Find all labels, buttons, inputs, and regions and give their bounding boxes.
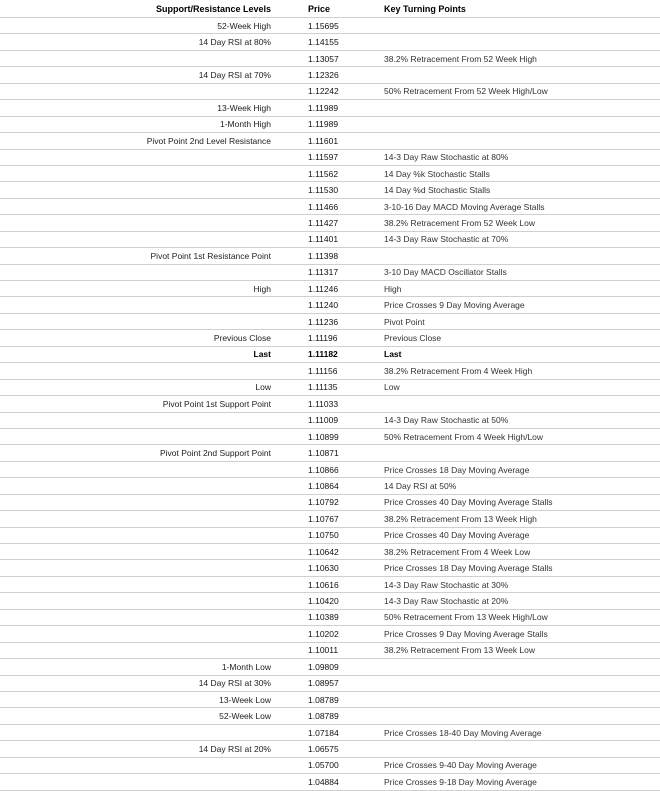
spacer-cell bbox=[346, 428, 380, 444]
table-row bbox=[0, 231, 660, 247]
spacer-cell bbox=[346, 642, 380, 658]
spacer-cell bbox=[346, 100, 380, 116]
level-cell bbox=[0, 544, 278, 560]
turning-point-cell: 14 Day RSI at 50% bbox=[380, 478, 660, 494]
table-row bbox=[0, 445, 660, 461]
turning-point-cell bbox=[380, 100, 660, 116]
table-row bbox=[0, 560, 660, 576]
turning-point-cell: Price Crosses 18 Day Moving Average Stalls bbox=[380, 560, 660, 576]
level-cell: 13-Week Low bbox=[0, 691, 278, 707]
turning-point-cell: 38.2% Retracement From 52 Week High bbox=[380, 50, 660, 66]
level-cell: High bbox=[0, 281, 278, 297]
spacer-cell bbox=[346, 116, 380, 132]
level-cell: 14 Day RSI at 70% bbox=[0, 67, 278, 83]
turning-point-cell: 14-3 Day Raw Stochastic at 70% bbox=[380, 231, 660, 247]
price-cell: 1.10864 bbox=[278, 478, 346, 494]
table-row bbox=[0, 165, 660, 181]
table-row bbox=[0, 182, 660, 198]
spacer-cell bbox=[346, 149, 380, 165]
spacer-cell bbox=[346, 396, 380, 412]
level-cell bbox=[0, 494, 278, 510]
spacer-cell bbox=[346, 560, 380, 576]
level-cell: 52-Week Low bbox=[0, 708, 278, 724]
level-cell: Pivot Point 2nd Level Resistance bbox=[0, 133, 278, 149]
spacer-cell bbox=[346, 83, 380, 99]
price-cell: 1.10792 bbox=[278, 494, 346, 510]
spacer-cell bbox=[346, 675, 380, 691]
price-cell: 1.13057 bbox=[278, 50, 346, 66]
price-cell: 1.11317 bbox=[278, 264, 346, 280]
turning-point-cell bbox=[380, 741, 660, 757]
price-cell: 1.10011 bbox=[278, 642, 346, 658]
price-cell: 1.12326 bbox=[278, 67, 346, 83]
table-row bbox=[0, 428, 660, 444]
spacer-cell bbox=[346, 609, 380, 625]
level-cell: 14 Day RSI at 80% bbox=[0, 34, 278, 50]
table-row bbox=[0, 609, 660, 625]
table-row bbox=[0, 34, 660, 50]
spacer-cell bbox=[346, 659, 380, 675]
table-row bbox=[0, 544, 660, 560]
turning-point-cell: 38.2% Retracement From 13 Week High bbox=[380, 511, 660, 527]
price-cell: 1.11401 bbox=[278, 231, 346, 247]
header-price: Price bbox=[278, 0, 346, 18]
spacer-cell bbox=[346, 34, 380, 50]
turning-point-cell: Price Crosses 9-40 Day Moving Average bbox=[380, 757, 660, 773]
level-cell bbox=[0, 83, 278, 99]
spacer-cell bbox=[346, 511, 380, 527]
spacer-cell bbox=[346, 544, 380, 560]
turning-point-cell: 14-3 Day Raw Stochastic at 30% bbox=[380, 576, 660, 592]
table-row bbox=[0, 379, 660, 395]
price-cell: 1.06575 bbox=[278, 741, 346, 757]
turning-point-cell bbox=[380, 133, 660, 149]
spacer-cell bbox=[346, 593, 380, 609]
level-cell bbox=[0, 724, 278, 740]
turning-point-cell: Pivot Point bbox=[380, 313, 660, 329]
spacer-cell bbox=[346, 346, 380, 362]
table-row bbox=[0, 264, 660, 280]
turning-point-cell bbox=[380, 116, 660, 132]
price-cell: 1.11009 bbox=[278, 412, 346, 428]
price-cell: 1.11562 bbox=[278, 165, 346, 181]
turning-point-cell bbox=[380, 248, 660, 264]
turning-point-cell: Price Crosses 9 Day Moving Average bbox=[380, 297, 660, 313]
spacer-cell bbox=[346, 461, 380, 477]
table-body bbox=[0, 18, 660, 791]
turning-point-cell: Low bbox=[380, 379, 660, 395]
table-row bbox=[0, 478, 660, 494]
level-cell: Low bbox=[0, 379, 278, 395]
price-cell: 1.10767 bbox=[278, 511, 346, 527]
spacer-cell bbox=[346, 231, 380, 247]
level-cell bbox=[0, 642, 278, 658]
level-cell bbox=[0, 461, 278, 477]
turning-point-cell: 3-10 Day MACD Oscillator Stalls bbox=[380, 264, 660, 280]
header-spacer bbox=[346, 0, 380, 18]
spacer-cell bbox=[346, 264, 380, 280]
header-levels: Support/Resistance Levels bbox=[0, 0, 278, 18]
table-row bbox=[0, 626, 660, 642]
price-cell: 1.10630 bbox=[278, 560, 346, 576]
spacer-cell bbox=[346, 445, 380, 461]
table-row bbox=[0, 461, 660, 477]
turning-point-cell bbox=[380, 34, 660, 50]
price-cell: 1.08789 bbox=[278, 708, 346, 724]
spacer-cell bbox=[346, 412, 380, 428]
level-cell bbox=[0, 593, 278, 609]
turning-point-cell: 50% Retracement From 4 Week High/Low bbox=[380, 428, 660, 444]
level-cell bbox=[0, 264, 278, 280]
turning-point-cell: 38.2% Retracement From 52 Week Low bbox=[380, 215, 660, 231]
price-cell: 1.11156 bbox=[278, 363, 346, 379]
price-cell: 1.10866 bbox=[278, 461, 346, 477]
table-header-row bbox=[0, 0, 660, 18]
table-row bbox=[0, 363, 660, 379]
price-cell: 1.10899 bbox=[278, 428, 346, 444]
price-cell: 1.11597 bbox=[278, 149, 346, 165]
turning-point-cell bbox=[380, 691, 660, 707]
turning-point-cell: 50% Retracement From 52 Week High/Low bbox=[380, 83, 660, 99]
level-cell: Previous Close bbox=[0, 330, 278, 346]
level-cell: 14 Day RSI at 30% bbox=[0, 675, 278, 691]
level-cell bbox=[0, 576, 278, 592]
price-cell: 1.04884 bbox=[278, 774, 346, 790]
level-cell: Pivot Point 1st Support Point bbox=[0, 396, 278, 412]
spacer-cell bbox=[346, 313, 380, 329]
turning-point-cell: 14 Day %d Stochastic Stalls bbox=[380, 182, 660, 198]
table-row bbox=[0, 149, 660, 165]
spacer-cell bbox=[346, 330, 380, 346]
level-cell bbox=[0, 527, 278, 543]
table-row bbox=[0, 576, 660, 592]
turning-point-cell: High bbox=[380, 281, 660, 297]
table-row bbox=[0, 18, 660, 34]
level-cell: 13-Week High bbox=[0, 100, 278, 116]
level-cell bbox=[0, 313, 278, 329]
table-row bbox=[0, 313, 660, 329]
table-row bbox=[0, 724, 660, 740]
price-cell: 1.08957 bbox=[278, 675, 346, 691]
price-cell: 1.11530 bbox=[278, 182, 346, 198]
price-cell: 1.09809 bbox=[278, 659, 346, 675]
table-row bbox=[0, 675, 660, 691]
turning-point-cell: 50% Retracement From 13 Week High/Low bbox=[380, 609, 660, 625]
turning-point-cell: Price Crosses 9-18 Day Moving Average bbox=[380, 774, 660, 790]
table-row bbox=[0, 741, 660, 757]
price-cell: 1.14155 bbox=[278, 34, 346, 50]
level-cell bbox=[0, 231, 278, 247]
spacer-cell bbox=[346, 18, 380, 34]
table-row bbox=[0, 100, 660, 116]
table-row bbox=[0, 67, 660, 83]
price-cell: 1.10616 bbox=[278, 576, 346, 592]
price-cell: 1.12242 bbox=[278, 83, 346, 99]
spacer-cell bbox=[346, 133, 380, 149]
turning-point-cell bbox=[380, 675, 660, 691]
level-cell: 1-Month High bbox=[0, 116, 278, 132]
spacer-cell bbox=[346, 50, 380, 66]
turning-point-cell bbox=[380, 445, 660, 461]
turning-point-cell bbox=[380, 67, 660, 83]
spacer-cell bbox=[346, 494, 380, 510]
price-cell: 1.11427 bbox=[278, 215, 346, 231]
price-cell: 1.10642 bbox=[278, 544, 346, 560]
table-row bbox=[0, 396, 660, 412]
level-cell bbox=[0, 560, 278, 576]
table-row bbox=[0, 330, 660, 346]
table-row bbox=[0, 346, 660, 362]
level-cell bbox=[0, 297, 278, 313]
turning-point-cell: Last bbox=[380, 346, 660, 362]
turning-point-cell: 14 Day %k Stochastic Stalls bbox=[380, 165, 660, 181]
turning-point-cell: 3-10-16 Day MACD Moving Average Stalls bbox=[380, 198, 660, 214]
level-cell bbox=[0, 757, 278, 773]
table-row bbox=[0, 133, 660, 149]
turning-point-cell: 14-3 Day Raw Stochastic at 20% bbox=[380, 593, 660, 609]
table-row bbox=[0, 116, 660, 132]
level-cell: 14 Day RSI at 20% bbox=[0, 741, 278, 757]
price-cell: 1.11466 bbox=[278, 198, 346, 214]
price-cell: 1.10750 bbox=[278, 527, 346, 543]
table-row bbox=[0, 659, 660, 675]
table-row bbox=[0, 691, 660, 707]
table-row bbox=[0, 215, 660, 231]
price-cell: 1.11135 bbox=[278, 379, 346, 395]
turning-point-cell: 38.2% Retracement From 13 Week Low bbox=[380, 642, 660, 658]
price-cell: 1.10420 bbox=[278, 593, 346, 609]
spacer-cell bbox=[346, 215, 380, 231]
price-cell: 1.11196 bbox=[278, 330, 346, 346]
level-cell: Pivot Point 2nd Support Point bbox=[0, 445, 278, 461]
spacer-cell bbox=[346, 297, 380, 313]
price-cell: 1.11182 bbox=[278, 346, 346, 362]
price-cell: 1.11033 bbox=[278, 396, 346, 412]
spacer-cell bbox=[346, 708, 380, 724]
level-cell: Last bbox=[0, 346, 278, 362]
level-cell bbox=[0, 165, 278, 181]
spacer-cell bbox=[346, 165, 380, 181]
table-row bbox=[0, 527, 660, 543]
table-row bbox=[0, 297, 660, 313]
spacer-cell bbox=[346, 576, 380, 592]
turning-point-cell: Price Crosses 40 Day Moving Average bbox=[380, 527, 660, 543]
turning-point-cell: 38.2% Retracement From 4 Week Low bbox=[380, 544, 660, 560]
table-row bbox=[0, 198, 660, 214]
table-row bbox=[0, 642, 660, 658]
price-cell: 1.10871 bbox=[278, 445, 346, 461]
turning-point-cell bbox=[380, 708, 660, 724]
price-cell: 1.11601 bbox=[278, 133, 346, 149]
turning-point-cell: Price Crosses 9 Day Moving Average Stalls bbox=[380, 626, 660, 642]
turning-point-cell: Price Crosses 40 Day Moving Average Stalls bbox=[380, 494, 660, 510]
level-cell bbox=[0, 50, 278, 66]
level-cell bbox=[0, 511, 278, 527]
spacer-cell bbox=[346, 478, 380, 494]
spacer-cell bbox=[346, 774, 380, 790]
level-cell bbox=[0, 428, 278, 444]
level-cell bbox=[0, 626, 278, 642]
level-cell bbox=[0, 198, 278, 214]
spacer-cell bbox=[346, 757, 380, 773]
price-cell: 1.11240 bbox=[278, 297, 346, 313]
spacer-cell bbox=[346, 527, 380, 543]
table-row bbox=[0, 281, 660, 297]
price-cell: 1.08789 bbox=[278, 691, 346, 707]
spacer-cell bbox=[346, 741, 380, 757]
table-row bbox=[0, 757, 660, 773]
spacer-cell bbox=[346, 691, 380, 707]
turning-point-cell bbox=[380, 18, 660, 34]
table-row bbox=[0, 593, 660, 609]
turning-point-cell bbox=[380, 659, 660, 675]
table-row bbox=[0, 412, 660, 428]
header-turning-points: Key Turning Points bbox=[380, 0, 660, 18]
level-cell bbox=[0, 149, 278, 165]
level-cell: 1-Month Low bbox=[0, 659, 278, 675]
table-row bbox=[0, 708, 660, 724]
price-cell: 1.07184 bbox=[278, 724, 346, 740]
level-cell: 52-Week High bbox=[0, 18, 278, 34]
table-row bbox=[0, 511, 660, 527]
turning-point-cell: 14-3 Day Raw Stochastic at 50% bbox=[380, 412, 660, 428]
level-cell bbox=[0, 774, 278, 790]
turning-point-cell: Price Crosses 18 Day Moving Average bbox=[380, 461, 660, 477]
spacer-cell bbox=[346, 67, 380, 83]
turning-point-cell: 14-3 Day Raw Stochastic at 80% bbox=[380, 149, 660, 165]
level-cell bbox=[0, 363, 278, 379]
price-cell: 1.11989 bbox=[278, 100, 346, 116]
turning-point-cell: Previous Close bbox=[380, 330, 660, 346]
spacer-cell bbox=[346, 724, 380, 740]
table-row bbox=[0, 83, 660, 99]
price-cell: 1.10202 bbox=[278, 626, 346, 642]
price-cell: 1.11246 bbox=[278, 281, 346, 297]
price-cell: 1.11236 bbox=[278, 313, 346, 329]
price-cell: 1.10389 bbox=[278, 609, 346, 625]
price-cell: 1.15695 bbox=[278, 18, 346, 34]
price-cell: 1.11989 bbox=[278, 116, 346, 132]
table-row bbox=[0, 494, 660, 510]
spacer-cell bbox=[346, 363, 380, 379]
spacer-cell bbox=[346, 379, 380, 395]
level-cell bbox=[0, 182, 278, 198]
level-cell bbox=[0, 412, 278, 428]
level-cell bbox=[0, 478, 278, 494]
price-cell: 1.11398 bbox=[278, 248, 346, 264]
spacer-cell bbox=[346, 198, 380, 214]
level-cell bbox=[0, 215, 278, 231]
price-cell: 1.05700 bbox=[278, 757, 346, 773]
table-row bbox=[0, 50, 660, 66]
level-cell: Pivot Point 1st Resistance Point bbox=[0, 248, 278, 264]
spacer-cell bbox=[346, 281, 380, 297]
turning-point-cell: Price Crosses 18-40 Day Moving Average bbox=[380, 724, 660, 740]
spacer-cell bbox=[346, 626, 380, 642]
level-cell bbox=[0, 609, 278, 625]
table-row bbox=[0, 248, 660, 264]
table-row bbox=[0, 774, 660, 790]
spacer-cell bbox=[346, 248, 380, 264]
turning-point-cell bbox=[380, 396, 660, 412]
spacer-cell bbox=[346, 182, 380, 198]
turning-point-cell: 38.2% Retracement From 4 Week High bbox=[380, 363, 660, 379]
